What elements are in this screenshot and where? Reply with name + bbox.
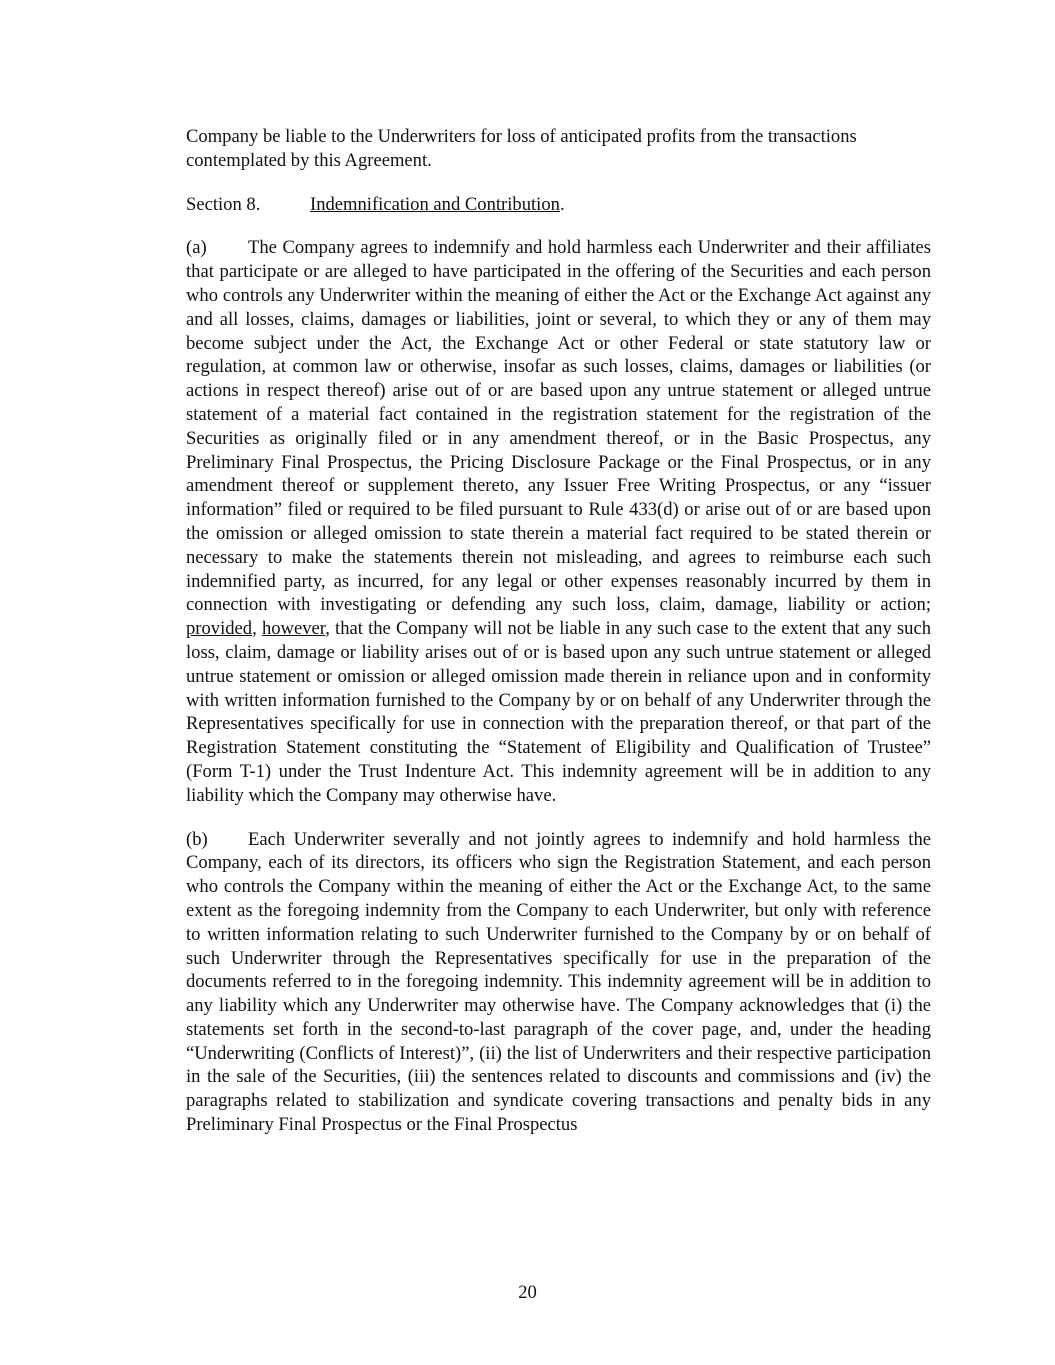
paragraph-b-text: Each Underwriter severally and not jointly agrees to indemnify and hold harmless the Company, each of its directors, its officers who sign the Registration Statement, and each person who controls the Company within the meaning of either the Act or the Exchange Act, to the same extent as the foregoing indemnity from the Company to each Underwriter, but only with reference to written information relating to such Underwriter furnished to the Company by or on behalf of such Underwriter through the Representatives specifically for use in the preparation of the documents referred to in the foregoing indemnity. This indemnity agreement will be in addition to any liability which any Underwriter may otherwise have. The Company acknowledges that (i) the statements set forth in the second-to-last paragraph of the cover page, and, under the heading “Underwriting (Conflicts of Interest)”, (ii) the list of Underwriters and their respective participation in the sale of the Securities, (iii) the sentences related to discounts and commissions and (iv) the paragraphs related to stabilization and syndicate covering transactions and penalty bids in any Preliminary Final Prospectus or the Final Prospectus bbox=[186, 828, 931, 1136]
section-number: Section 8. bbox=[186, 193, 261, 215]
paragraph-a bbox=[186, 236, 931, 807]
section-title-punct: . bbox=[559, 193, 565, 215]
however-term: however bbox=[261, 618, 326, 640]
page-number: 20 bbox=[518, 1282, 537, 1303]
provided-comma: , bbox=[252, 618, 257, 640]
section-heading bbox=[186, 193, 931, 217]
intro-paragraph: Company be liable to the Underwriters for loss of anticipated profits from the transactions contemplated by this Agreement. bbox=[186, 126, 857, 171]
document-page bbox=[186, 125, 931, 1157]
paragraph-a-text-1: The Company agrees to indemnify and hold harmless each Underwriter and their affiliates that participate or are alleged to have participated in the offering of the Securities and each person who controls any Underwriter within the meaning of either the Act or the Exchange Act against any and all losses, claims, damages or liabilities, joint or several, to which they or any of them may become subject under the Act, the Exchange Act or other Federal or state statutory law or regulation, at common law or otherwise, insofar as such losses, claims, damages or liabilities (or actions in respect thereof) arise out of or are based upon any untrue statement or alleged untrue statement of a material fact contained in the registration statement for the registration of the Securities as originally filed or in any amendment thereof, or in the Basic Prospectus, any Preliminary Final Prospectus, the Pricing Disclosure Package or the Final Prospectus, or in any amendment thereof or supplement thereto, any Issuer Free Writing Prospectus, or any “issuer information” filed or required to be filed pursuant to Rule 433(d) or arise out of or are based upon the omission or alleged omission to state therein a material fact required to be stated therein or necessary to make the statements therein not misleading, and agrees to reimburse each such indemnified party, as incurred, for any legal or other expenses reasonably incurred by them in connection with investigating or defending any such loss, claim, damage, liability or action; bbox=[186, 237, 931, 616]
paragraph-a-text-2: , that the Company will not be liable in any such case to the extent that any such loss, claim, damage or liability arises out of or is based upon any such untrue statement or alleged untrue statement or omission or alleged omission made therein in reliance upon and in conformity with written information furnished to the Company by or on behalf of any Underwriter through the Representatives specifically for use in connection with the preparation thereof, or that part of the Registration Statement constituting the “Statement of Eligibility and Qualification of Trustee” (Form T-1) under the Trust Indenture Act. This indemnity agreement will be in addition to any liability which the Company may otherwise have. bbox=[186, 618, 931, 806]
section-title: Indemnification and Contribution bbox=[310, 193, 560, 215]
paragraph-a-marker: (a) bbox=[186, 237, 207, 259]
paragraph-b-marker: (b) bbox=[186, 828, 208, 850]
provided-term: provided bbox=[186, 618, 253, 640]
paragraph-b bbox=[186, 828, 931, 1137]
